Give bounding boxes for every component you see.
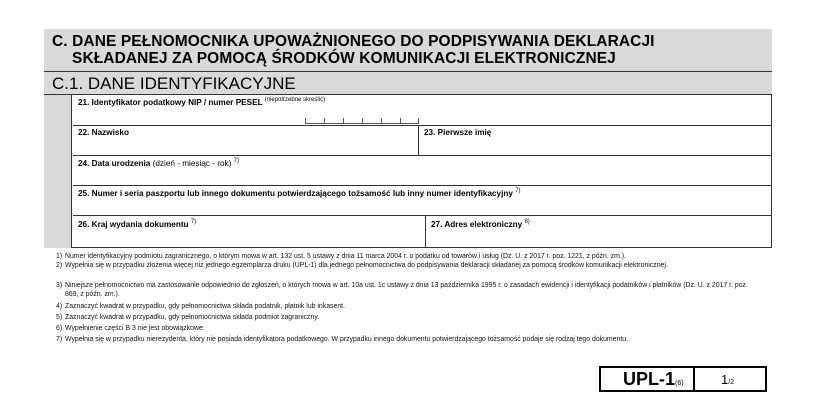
footnote-3: 3) Niniejsze pełnomocnictwo ma zastosowanie odpowiednio do zgłoszeń, o których mowa w art. 10a ust. 1c ustawy z dnia 13 października 1995 r. o zasadach ewidencji i identyfikacji podatników i płatników (Dz. U. z 2017 r. poz. 869, z późn. zm.). (56, 282, 748, 299)
footnote-6: 6) Wypełnienie części B.3 nie jest obowiązkowe. (56, 325, 205, 332)
field-25-label: 25. Numer i seria paszportu lub innego dokumentu potwierdzającego tożsamość lub inny numer identyfikacyjny $^{7)}$ (78, 188, 521, 198)
section-header (44, 29, 772, 72)
form-code: UPL-1(6) (623, 369, 684, 389)
form-id-box (599, 366, 767, 392)
footnote-1: 1) Numer identyfikacyjny podmiotu zagranicznego, o którym mowa w art. 132 ust. 5 ustawy z dnia 11 marca 2004 r. o podatku od towarów i usług (Dz. U. z 2017 r. poz. 1221, z późn. zm.). (56, 253, 626, 260)
field-24-birth-date[interactable] (73, 156, 771, 186)
left-gutter (44, 95, 72, 248)
field-27-electronic-address[interactable] (426, 216, 771, 247)
section-title-line1: C. DANE PEŁNOMOCNIKA UPOWAŻNIONEGO DO PODPISYWANIA DEKLARACJI (52, 33, 655, 50)
field-26-issuing-country[interactable] (73, 216, 425, 247)
field-22-label: 22. Nazwisko (78, 128, 129, 137)
field-21-label: 21. Identyfikator podatkowy NIP / numer PESEL $^{(niepotrzebne skreślić)}$ (78, 97, 326, 107)
nip-digit-ticks (305, 118, 419, 124)
field-22-surname[interactable] (73, 126, 418, 155)
field-23-label: 23. Pierwsze imię (424, 128, 492, 137)
footnote-5: 5) Zaznaczyć kwadrat w przypadku, gdy pełnomocnictwa składa podmiot zagraniczny. (56, 314, 320, 321)
footnote-2: 2) Wypełnia się w przypadku złożenia więcej niż jednego egzemplarza druku (UPL-1) dla jednego pełnomocnictwa do podpisywania deklaracji składanej za pomocą środków komunikacji elektronicznej. (56, 262, 668, 269)
field-21-nip-pesel[interactable] (73, 95, 771, 126)
field-24-label: 24. Data urodzenia (dzień - miesiąc - rok) $^{7)}$ (78, 158, 239, 168)
footnote-7: 7) Wypełnia się w przypadku nierezydenta, który nie posiada identyfikatora podatkowego. W przypadku innego dokumentu potwierdzającego tożsamość podaje się rodzaj tego dokumentu. (56, 336, 628, 343)
field-27-label: 27. Adres elektroniczny $^{8)}$ (431, 219, 530, 229)
field-23-first-name[interactable] (419, 126, 771, 155)
subsection-header (44, 72, 772, 95)
subsection-title: C.1. DANE IDENTYFIKACYJNE (52, 74, 296, 93)
field-25-passport[interactable] (73, 186, 771, 216)
page-number: 1/2 (721, 372, 735, 387)
section-title-line2: SKŁADANEJ ZA POMOCĄ ŚRODKÓW KOMUNIKACJI ELEKTRONICZNEJ (72, 50, 616, 67)
footnote-4: 4) Zaznaczyć kwadrat w przypadku, gdy pełnomocnictwa składa podatnik, płatnik lub inkasent. (56, 303, 345, 310)
field-26-label: 26. Kraj wydania dokumentu $^{7)}$ (78, 219, 197, 229)
divider (693, 368, 695, 390)
